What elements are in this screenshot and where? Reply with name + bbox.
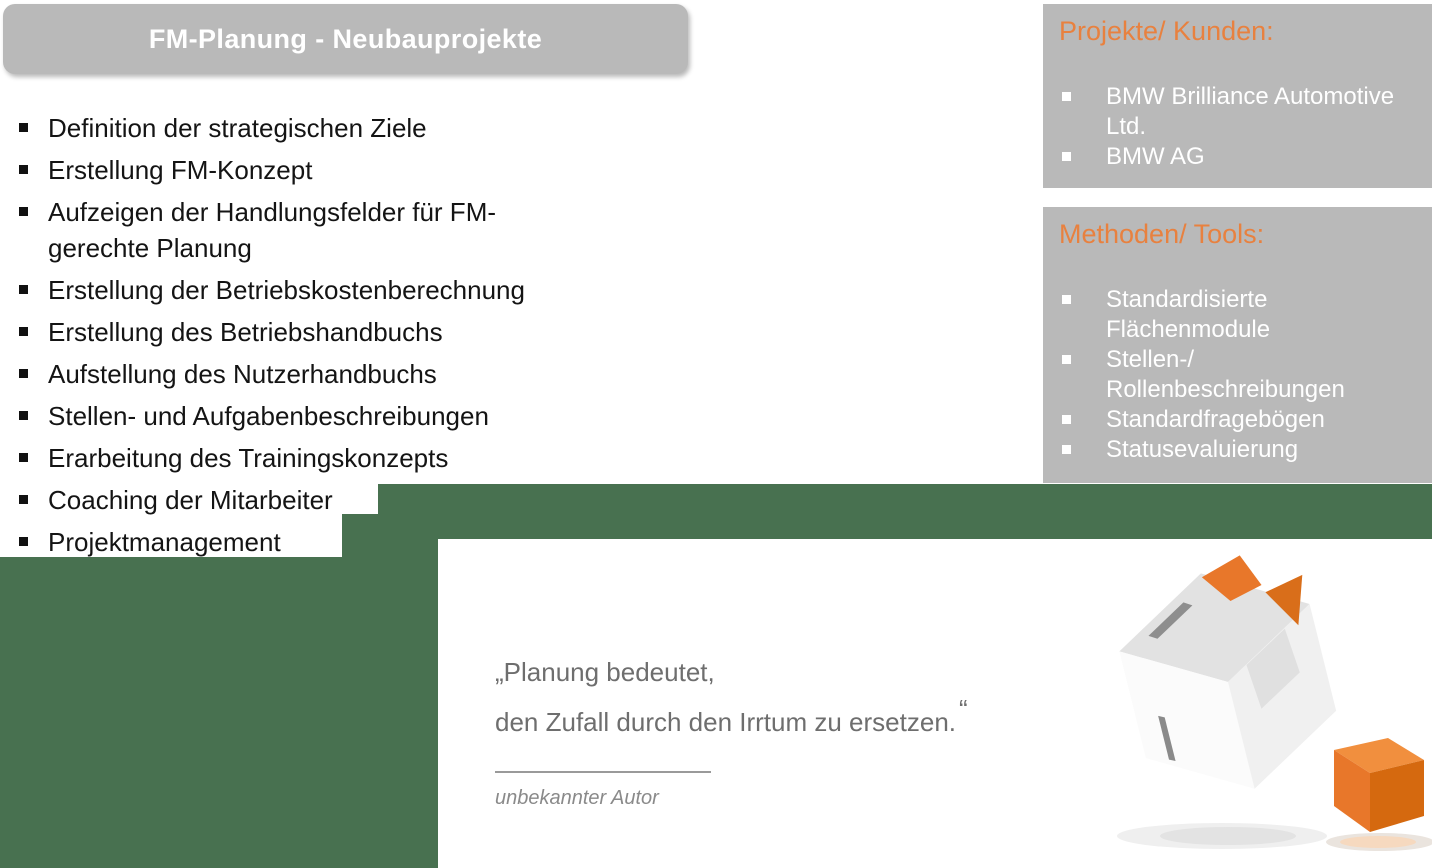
projects-customers-panel xyxy=(1043,4,1432,188)
list-item xyxy=(18,152,658,188)
methods-tools-panel xyxy=(1043,207,1432,483)
list-item-text xyxy=(1106,435,1432,465)
text-line: BMW Brilliance Automotive xyxy=(1106,83,1395,110)
quote-image-panel xyxy=(438,539,1432,868)
list-item xyxy=(18,356,658,392)
bullet-square-icon xyxy=(19,495,28,504)
list-item xyxy=(18,110,658,146)
slide-title: FM-Planung - Neubauprojekte xyxy=(148,23,543,54)
big-cube-shadow-core xyxy=(1160,827,1296,845)
orange-cube-reflection xyxy=(1340,836,1416,848)
list-item xyxy=(1043,142,1432,172)
list-item-text xyxy=(48,152,658,188)
bullet-square-icon xyxy=(1062,355,1071,364)
list-item xyxy=(18,314,658,350)
list-item-text xyxy=(48,440,658,476)
quote-line-1: „Planung bedeutet, xyxy=(495,657,715,687)
list-item xyxy=(1043,345,1432,405)
list-item xyxy=(18,194,658,266)
text-line: gerechte Planung xyxy=(48,233,252,263)
cube-puzzle-illustration xyxy=(1100,540,1432,868)
text-line: Aufstellung des Nutzerhandbuchs xyxy=(48,359,437,389)
list-item-text xyxy=(48,272,658,308)
methods-panel-heading: Methoden/ Tools: xyxy=(1059,219,1265,249)
list-item xyxy=(1043,285,1432,345)
text-line: Coaching der Mitarbeiter xyxy=(48,485,333,515)
main-bullet-list xyxy=(18,110,658,566)
bullet-square-icon xyxy=(19,207,28,216)
slide-title-bar xyxy=(3,4,688,74)
list-item-text xyxy=(48,482,658,518)
list-item xyxy=(18,440,658,476)
list-item xyxy=(1043,435,1432,465)
text-line: BMW AG xyxy=(1106,143,1205,170)
text-line: Stellen-/ xyxy=(1106,346,1195,373)
text-line: Rollenbeschreibungen xyxy=(1106,376,1345,403)
list-item-text xyxy=(1106,285,1432,345)
bullet-square-icon xyxy=(1062,92,1071,101)
text-line: Standardisierte xyxy=(1106,286,1268,313)
quote-line-2-text: den Zufall durch den Irrtum zu ersetzen. xyxy=(495,707,957,737)
list-item xyxy=(18,482,658,518)
bullet-square-icon xyxy=(19,411,28,420)
list-item xyxy=(18,272,658,308)
list-item-text xyxy=(1106,82,1432,142)
text-line: Erstellung FM-Konzept xyxy=(48,155,313,185)
text-line: Erstellung des Betriebshandbuchs xyxy=(48,317,443,347)
methods-list xyxy=(1043,285,1432,465)
list-item xyxy=(1043,82,1432,142)
quote-line-2 xyxy=(495,694,968,738)
text-line: Projektmanagement xyxy=(48,527,281,557)
quote-divider-line xyxy=(495,771,711,773)
bullet-square-icon xyxy=(19,537,28,546)
text-line: Flächenmodule xyxy=(1106,316,1271,343)
text-line: Ltd. xyxy=(1106,113,1147,140)
list-item-text xyxy=(48,398,658,434)
list-item-text xyxy=(48,110,658,146)
bullet-square-icon xyxy=(1062,445,1071,454)
quote-author: unbekannter Autor xyxy=(495,787,659,809)
list-item-text xyxy=(48,356,658,392)
projects-panel-heading: Projekte/ Kunden: xyxy=(1059,16,1274,46)
list-item-text xyxy=(48,314,658,350)
bullet-square-icon xyxy=(19,453,28,462)
list-item-text xyxy=(1106,345,1432,405)
bullet-square-icon xyxy=(1062,415,1071,424)
bullet-square-icon xyxy=(19,165,28,174)
text-line: Statusevaluierung xyxy=(1106,436,1299,463)
text-line: Erarbeitung des Trainingskonzepts xyxy=(48,443,449,473)
list-item-text xyxy=(1106,405,1432,435)
bullet-square-icon xyxy=(1062,295,1071,304)
closing-quote-mark: “ xyxy=(959,694,968,724)
text-line: Aufzeigen der Handlungsfelder für FM- xyxy=(48,197,497,227)
bullet-square-icon xyxy=(19,123,28,132)
small-orange-cube xyxy=(1334,738,1424,832)
text-line: Standardfragebögen xyxy=(1106,406,1325,433)
list-item xyxy=(1043,405,1432,435)
projects-list xyxy=(1043,82,1432,172)
bullet-square-icon xyxy=(19,369,28,378)
text-line: Erstellung der Betriebskostenberechnung xyxy=(48,275,525,305)
list-item-text xyxy=(1106,142,1432,172)
bullet-square-icon xyxy=(1062,152,1071,161)
big-white-cube xyxy=(1104,542,1350,813)
list-item xyxy=(18,398,658,434)
bullet-square-icon xyxy=(19,285,28,294)
list-item-text xyxy=(48,194,658,266)
text-line: Stellen- und Aufgabenbeschreibungen xyxy=(48,401,489,431)
bullet-square-icon xyxy=(19,327,28,336)
text-line: Definition der strategischen Ziele xyxy=(48,113,427,143)
